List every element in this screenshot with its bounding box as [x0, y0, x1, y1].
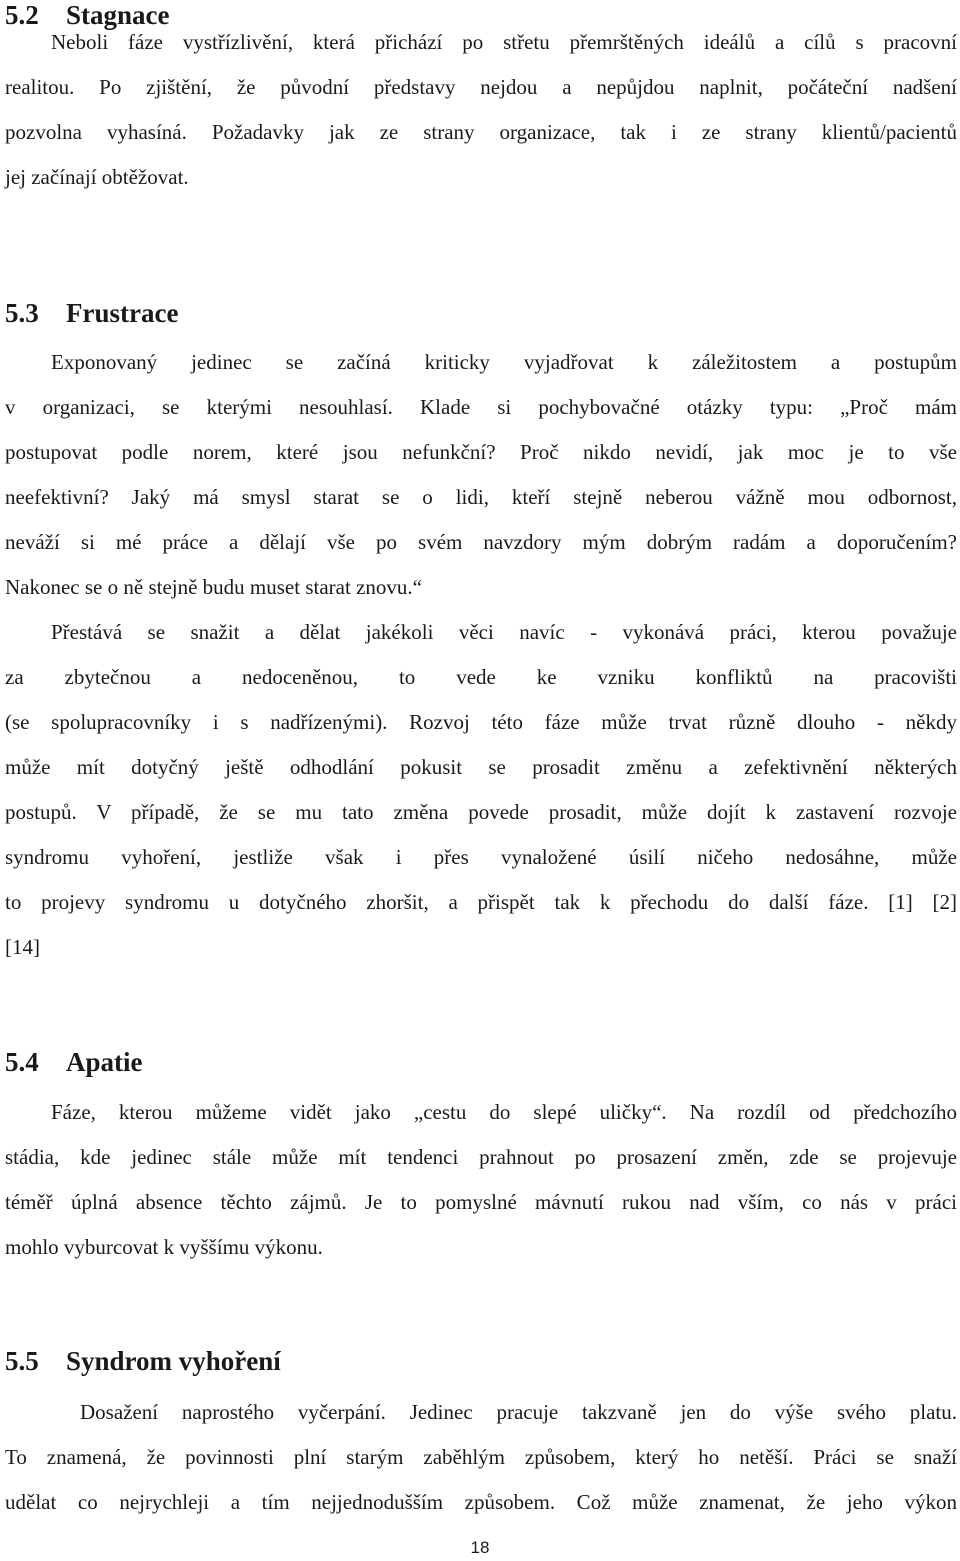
section-title: Syndrom vyhoření — [66, 1346, 281, 1376]
text-line: téměř úplná absence těchto zájmů. Je to pomyslné mávnutí rukou nad vším, co nás v práci — [5, 1190, 957, 1214]
text-line: stádia, kde jedinec stále může mít tendenci prahnout po prosazení změn, zde se projevuje — [5, 1145, 957, 1169]
text-line: To znamená, že povinnosti plní starým zaběhlým způsobem, který ho netěší. Práci se snaží — [5, 1445, 957, 1469]
section-number: 5.5 — [5, 1346, 39, 1376]
text-line: Přestává se snažit a dělat jakékoli věci navíc - vykonává práci, kterou považuje — [51, 620, 957, 644]
text-line: Nakonec se o ně stejně budu muset starat znovu.“ — [5, 575, 422, 599]
text-line: Dosažení naprostého vyčerpání. Jedinec pracuje takzvaně jen do výše svého platu. — [80, 1400, 957, 1424]
paragraph — [5, 1090, 957, 1270]
paragraph — [5, 340, 957, 610]
text-line: (se spolupracovníky i s nadřízenými). Rozvoj této fáze může trvat různě dlouho - někdy — [5, 710, 957, 734]
text-line: [14] — [5, 935, 40, 959]
paragraph — [5, 610, 957, 970]
text-line: Exponovaný jedinec se začíná kriticky vyjadřovat k záležitostem a postupům — [51, 350, 957, 374]
text-line: v organizaci, se kterými nesouhlasí. Klade si pochybovačné otázky typu: „Proč mám — [5, 395, 957, 419]
text-line: může mít dotyčný ještě odhodlání pokusit se prosadit změnu a zefektivnění některých — [5, 755, 957, 779]
text-line: syndromu vyhoření, jestliže však i přes vynaložené úsilí ničeho nedosáhne, může — [5, 845, 957, 869]
paragraph — [5, 1390, 957, 1525]
section-title: Frustrace — [66, 298, 179, 328]
text-line: Neboli fáze vystřízlivění, která přichází po střetu přemrštěných ideálů a cílů s pracovní — [51, 30, 957, 54]
section-title: Stagnace — [66, 0, 170, 30]
text-line: za zbytečnou a nedoceněnou, to vede ke vzniku konfliktů na pracovišti — [5, 665, 957, 689]
section-heading — [5, 1346, 281, 1376]
text-line: pozvolna vyhasíná. Požadavky jak ze strany organizace, tak i ze strany klientů/pacientů — [5, 120, 957, 144]
section-number: 5.2 — [5, 0, 39, 30]
paragraph — [5, 20, 957, 200]
section-heading — [5, 1047, 143, 1077]
section-number: 5.4 — [5, 1047, 39, 1077]
text-line: jej začínají obtěžovat. — [5, 165, 189, 189]
text-line: Fáze, kterou můžeme vidět jako „cestu do slepé uličky“. Na rozdíl od předchozího — [51, 1100, 957, 1124]
section-title: Apatie — [66, 1047, 143, 1077]
text-line: neváží si mé práce a dělají vše po svém navzdory mým dobrým radám a doporučením? — [5, 530, 957, 554]
text-line: postupů. V případě, že se mu tato změna povede prosadit, může dojít k zastavení rozvoje — [5, 800, 957, 824]
text-line: postupovat podle norem, které jsou nefunkční? Proč nikdo nevidí, jak moc je to vše — [5, 440, 957, 464]
section-number: 5.3 — [5, 298, 39, 328]
section-heading — [5, 298, 178, 328]
text-line: neefektivní? Jaký má smysl starat se o lidi, kteří stejně neberou vážně mou odbornost, — [5, 485, 957, 509]
page-number: 18 — [470, 1538, 490, 1557]
text-line: udělat co nejrychleji a tím nejjednodušším způsobem. Což může znamenat, že jeho výkon — [5, 1490, 957, 1514]
text-line: mohlo vyburcovat k vyššímu výkonu. — [5, 1235, 323, 1259]
text-line: realitou. Po zjištění, že původní představy nejdou a nepůjdou naplnit, počáteční nadšení — [5, 75, 957, 99]
text-line: to projevy syndromu u dotyčného zhoršit, a přispět tak k přechodu do další fáze. [1] [2] — [5, 890, 957, 914]
